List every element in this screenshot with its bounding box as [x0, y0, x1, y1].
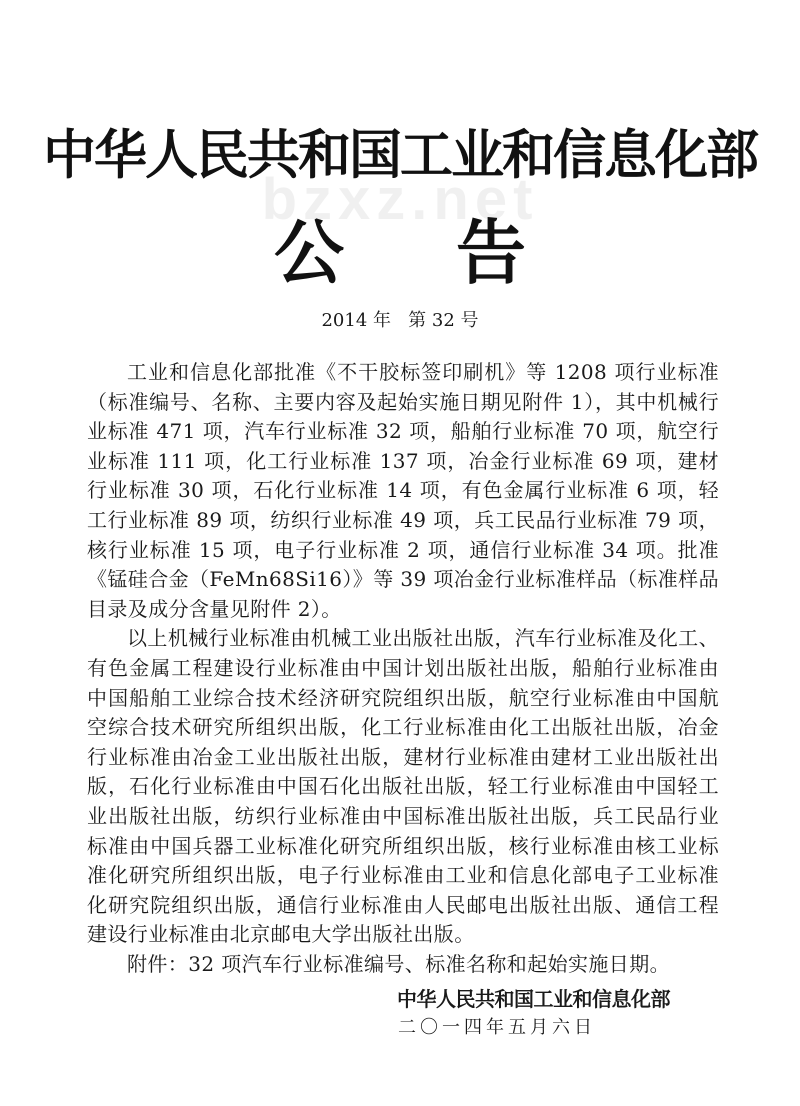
document-title: 公告: [274, 212, 638, 294]
body-paragraph-approval: 工业和信息化部批准《不干胶标签印刷机》等 1208 项行业标准（标准编号、名称、主要内容及起始实施日期见附件 1），其中机械行业标准 471 项，汽车行业标准 32 项，船舶行业标准 70 项，航空行业标准 111 项，化工行业标准 137 项，冶金行业标准 69 项，建材行业标准 30 项，石化行业标准 14 项，有色金属行业标准 6 项，轻工行业标准 89 项，纺织行业标准 49 项，兵工民品行业标准 79 项，核行业标准 15 项，电子行业标准 2 项，通信行业标准 34 项。批准《锰硅合金（FeMn68Si16）》等 39 项冶金行业标准样品（标准样品目录及成分含量见附件 2）。: [87, 360, 719, 621]
signature-organization: 中华人民共和国工业和信息化部: [397, 987, 670, 1011]
watermark: bzxz.net: [261, 167, 539, 232]
document-number: 2014 年 第 32 号: [321, 310, 479, 331]
announcement-body: [87, 358, 719, 979]
body-paragraph-publishers: 以上机械行业标准由机械工业出版社出版，汽车行业标准及化工、有色金属工程建设行业标准由中国计划出版社出版，船舶行业标准由中国船舶工业综合技术经济研究院组织出版，航空行业标准由中国航空综合技术研究所组织出版，化工行业标准由化工出版社出版，冶金行业标准由冶金工业出版社出版，建材行业标准由建材工业出版社出版，石化行业标准由中国石化出版社出版，轻工行业标准由中国轻工业出版社出版，纺织行业标准由中国标准出版社出版，兵工民品行业标准由中国兵器工业标准化研究所组织出版，核行业标准由核工业标准化研究所组织出版，电子行业标准由工业和信息化部电子工业标准化研究院组织出版，通信行业标准由人民邮电出版社出版、通信工程建设行业标准由北京邮电大学出版社出版。: [87, 626, 719, 947]
body-paragraph-attachment: 附件：32 项汽车行业标准编号、标准名称和起始实施日期。: [127, 951, 671, 976]
issuing-organization: 中华人民共和国工业和信息化部: [43, 125, 757, 186]
signature-date: 二〇一四年五月六日: [398, 1017, 596, 1038]
